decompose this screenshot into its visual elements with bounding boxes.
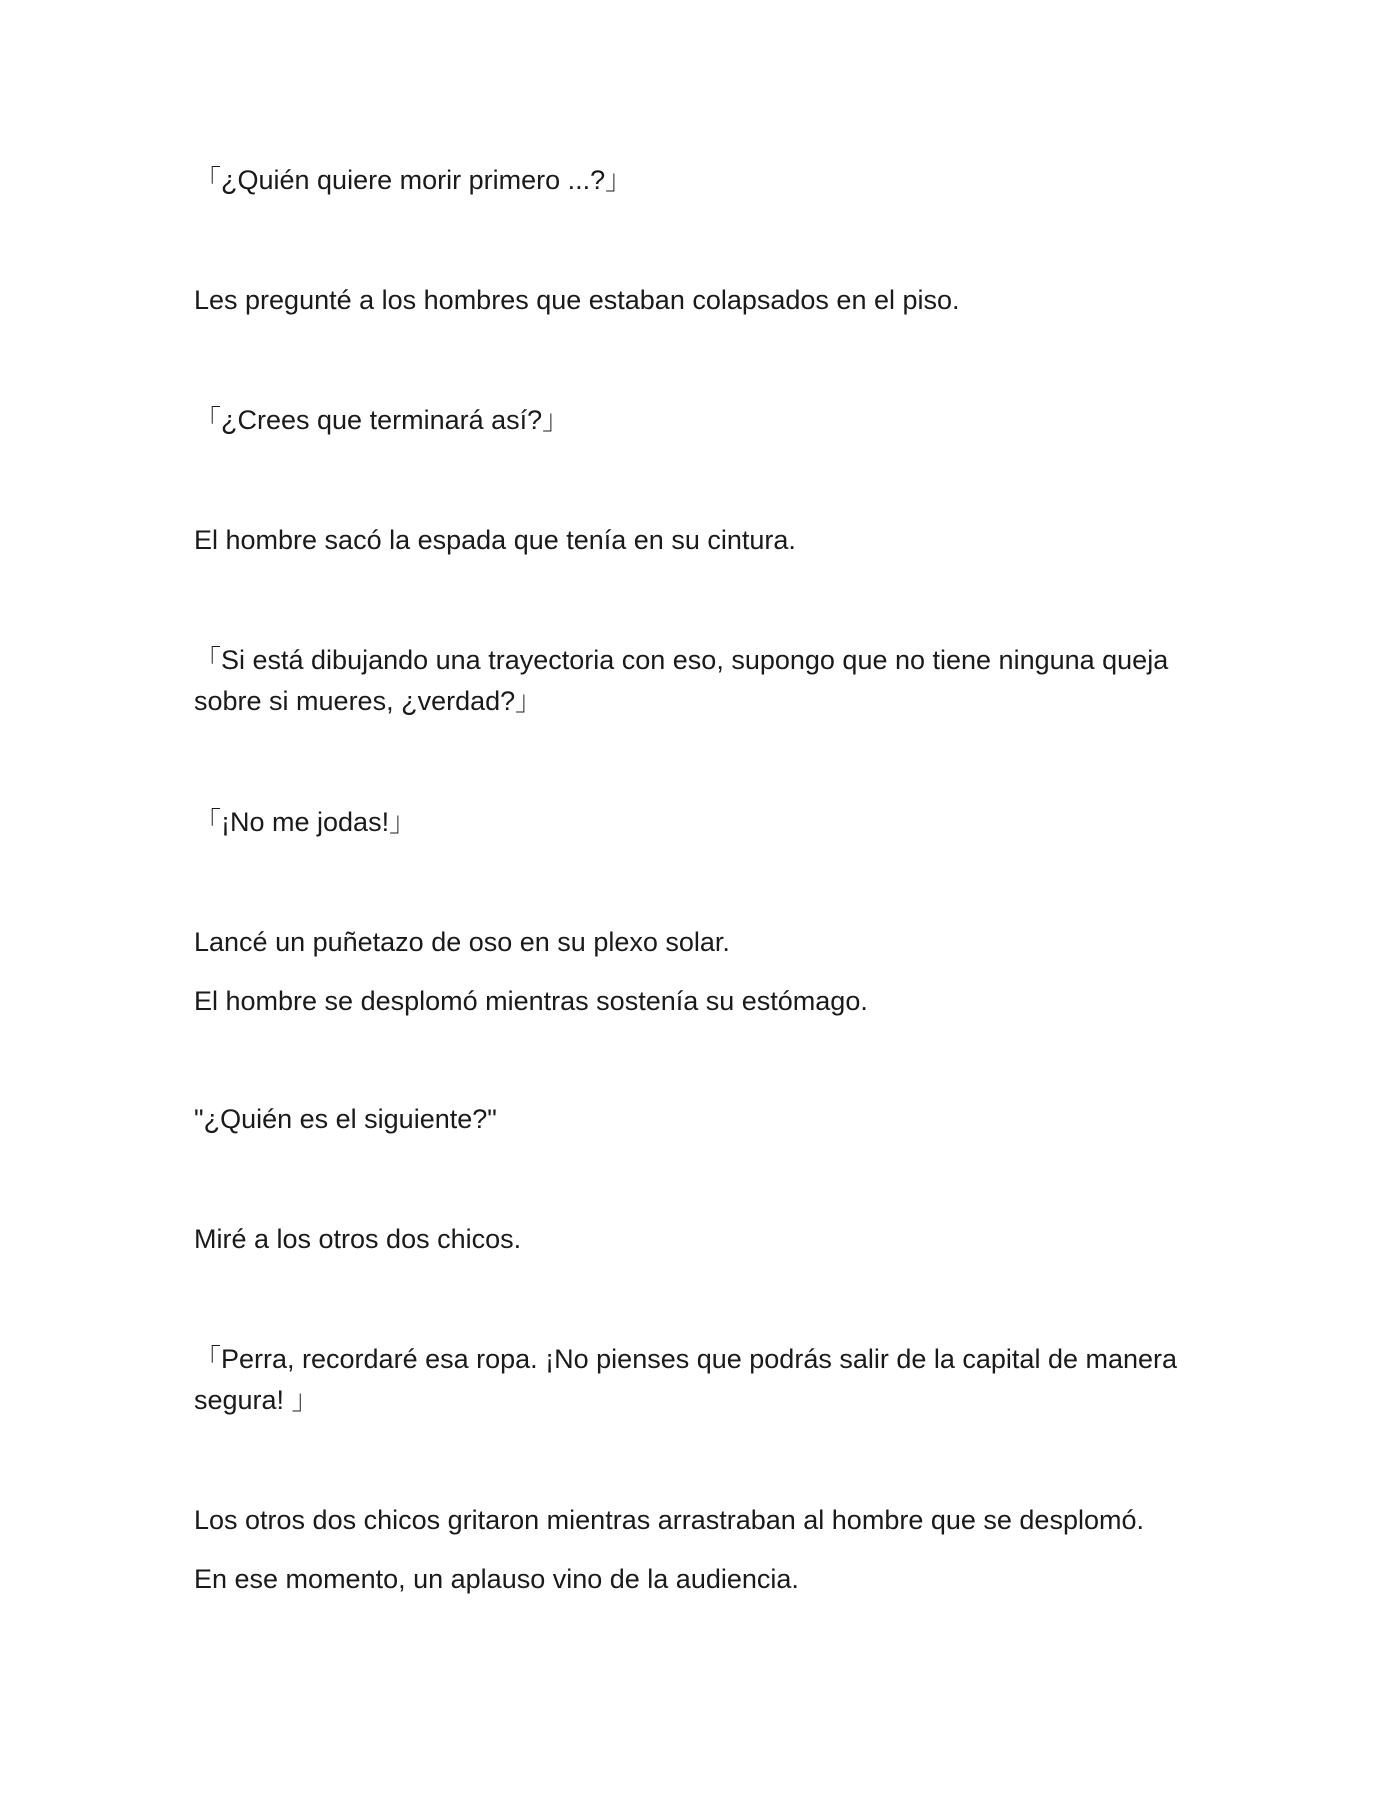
paragraph-narration-2: El hombre sacó la espada que tenía en su cintura. [194, 525, 796, 555]
paragraph-narration-7: En ese momento, un aplauso vino de la audiencia. [194, 1564, 799, 1594]
paragraph-dialog-3: 「Si está dibujando una trayectoria con eso, supongo que no tiene ninguna queja sobre si mueres, ¿verdad?」 [194, 645, 1169, 716]
paragraph-dialog-4: 「¡No me jodas!」 [194, 807, 417, 837]
paragraph-dialog-2: 「¿Crees que terminará así?」 [194, 405, 570, 435]
paragraph-narration-4: El hombre se desplomó mientras sostenía su estómago. [194, 986, 868, 1016]
paragraph-narration-1: Les pregunté a los hombres que estaban colapsados en el piso. [194, 285, 960, 315]
paragraph-dialog-6: 「Perra, recordaré esa ropa. ¡No pienses que podrás salir de la capital de manera segura! 」 [194, 1344, 1178, 1415]
paragraph-narration-6: Los otros dos chicos gritaron mientras arrastraban al hombre que se desplomó. [194, 1505, 1144, 1535]
paragraph-dialog-1: 「¿Quién quiere morir primero ...?」 [194, 165, 633, 195]
paragraph-narration-5: Miré a los otros dos chicos. [194, 1224, 522, 1254]
paragraph-dialog-5: "¿Quién es el siguiente?" [194, 1104, 497, 1134]
paragraph-narration-3: Lancé un puñetazo de oso en su plexo solar. [194, 927, 730, 957]
